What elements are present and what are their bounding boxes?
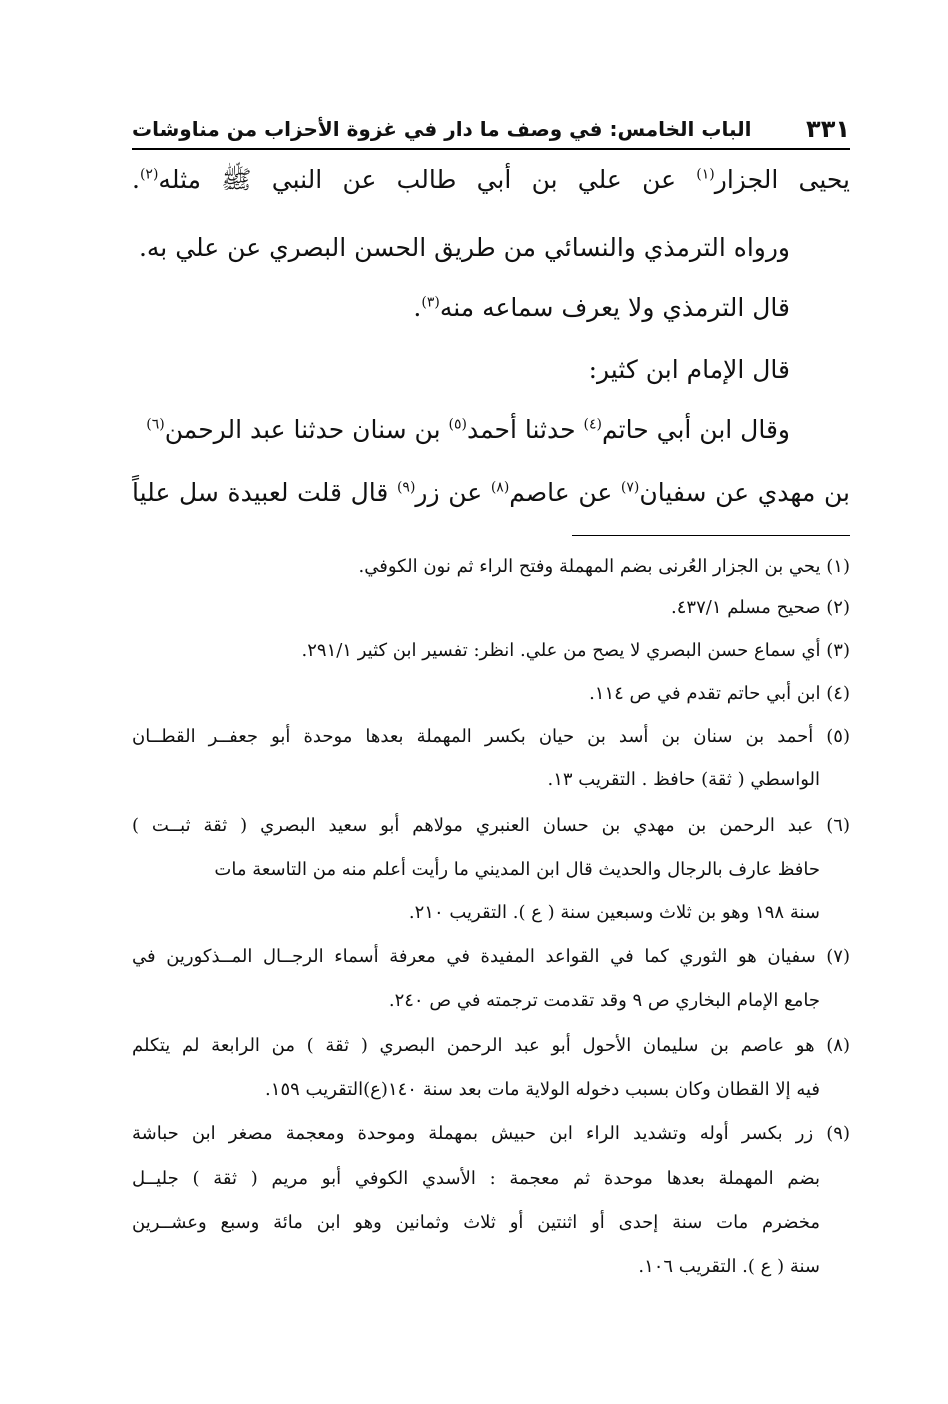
footnote-9-cont: سنة ( ع ). التقريب ١٠٦.: [638, 1256, 820, 1277]
running-header: [132, 112, 850, 146]
footnote-5: (٥) أحمد بن سنان بن أسد بن حيان بكسر المهملة بعدها موحدة أبو جعفــر القطــان: [132, 726, 850, 747]
footnote-2: (٢) صحيح مسلم ٤٣٧/١.: [671, 597, 850, 618]
main-line-5: وقال ابن أبي حاتم$^{(٤)}$ حدثنا أحمد$^{(٥)}$ بن سنان حدثنا عبد الرحمن$^{(٦)}$: [146, 415, 790, 444]
footnote-9-cont: مخضرم مات سنة إحدى أو اثنتين أو ثلاث وثمانين وهو ابن مائة وسبع وعشــرين: [132, 1212, 820, 1233]
page-number: ٣٣١: [806, 115, 850, 143]
footnote-ref: (٢): [139, 166, 159, 183]
footnote-1: (١) يحي بن الجزار العُرنى بضم المهملة وفتح الراء ثم نون الكوفي.: [358, 556, 850, 577]
main-line-3: قال الترمذي ولا يعرف سماعه منه$^{(٣)}$.: [413, 293, 790, 322]
footnote-ref: (٤): [583, 416, 602, 433]
footnote-8: (٨) هو عاصم بن سليمان الأحول أبو عبد الرحمن البصري ( ثقة ) من الرابعة لم يتكلم: [132, 1035, 850, 1056]
footnote-6-cont: حافظ عارف بالرجال والحديث قال ابن المديني ما رأيت أعلم منه من التاسعة مات: [214, 859, 820, 880]
footnote-9: (٩) زر بكسر أوله وتشديد الراء ابن حبيش بمهملة وموحدة ومعجمة مصغر ابن حباشة: [132, 1123, 850, 1144]
footnote-separator: [572, 535, 850, 536]
footnote-4: (٤) ابن أبي حاتم تقدم في ص ١١٤.: [589, 683, 850, 704]
footnote-ref: (٥): [448, 416, 467, 433]
footnote-7-cont: جامع الإمام البخاري ص ٩ وقد تقدمت ترجمته في ص ٢٤٠.: [388, 990, 820, 1011]
footnote-ref: (٦): [146, 416, 165, 433]
footnote-6-cont: سنة ١٩٨ وهو بن ثلاث وسبعين سنة ( ع ). التقريب ٢١٠.: [408, 902, 820, 923]
chapter-title: الباب الخامس: في وصف ما دار في غزوة الأحزاب من مناوشات: [132, 117, 752, 141]
main-line-6: بن مهدي عن سفيان$^{(٧)}$ عن عاصم$^{(٨)}$ عن زر$^{(٩)}$ قال قلت لعبيدة سل علياً: [132, 478, 850, 507]
footnote-ref: (٩): [396, 479, 416, 496]
footnote-ref: (١): [696, 166, 715, 183]
main-line-1: يحيى الجزار$^{(١)}$ عن علي بن أبي طالب عن النبي ﷺ مثله$^{(٢)}$.: [132, 165, 851, 194]
footnote-6: (٦) عبد الرحمن بن مهدي بن حسان العنبري مولاهم أبو سعيد البصري ( ثقة ثبــت ): [132, 815, 850, 836]
main-line-4: قال الإمام ابن كثير:: [588, 355, 790, 384]
footnote-ref: (٨): [490, 479, 510, 496]
footnote-3: (٣) أي سماع حسن البصري لا يصح من علي. انظر: تفسير ابن كثير ٢٩١/١.: [301, 640, 850, 661]
footnote-7: (٧) سفيان هو الثوري كما في القواعد المفيدة في معرفة أسماء الرجــال المــذكورين في: [132, 946, 850, 967]
footnote-5-cont: الواسطي ( ثقة) حافظ . التقريب ١٣.: [547, 769, 820, 790]
header-rule: [132, 148, 850, 150]
main-line-2: ورواه الترمذي والنسائي من طريق الحسن البصري عن علي به.: [138, 233, 790, 262]
footnote-ref: (٣): [421, 294, 440, 311]
footnote-8-cont: فيه إلا القطان وكان بسبب دخوله الولاية مات بعد سنة ١٤٠(ع)التقريب ١٥٩.: [265, 1079, 820, 1100]
footnote-9-cont: بضم المهملة بعدها موحدة ثم معجمة : الأسدي الكوفي أبو مريم ( ثقة ) جليــل: [132, 1168, 820, 1189]
footnote-ref: (٧): [620, 479, 640, 496]
